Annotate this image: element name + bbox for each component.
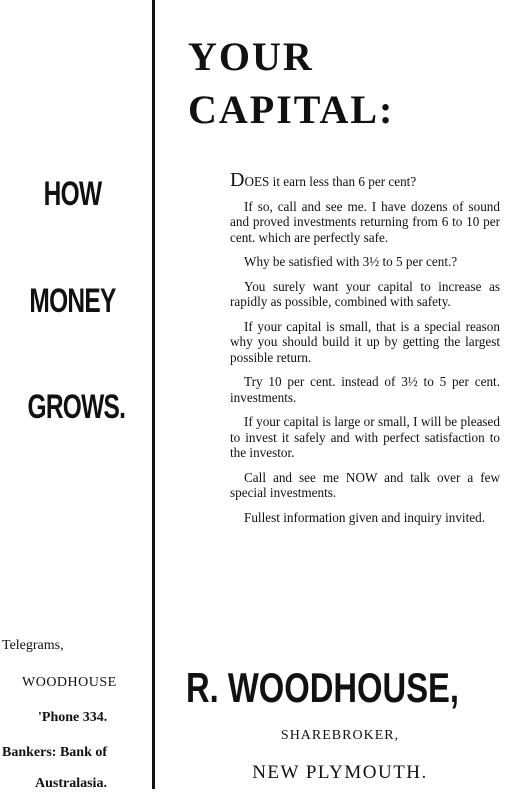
paragraph-4: You surely want your capital to increase as rapidly as possible, combined with safety. bbox=[230, 278, 500, 309]
paragraph-8: Call and see me NOW and talk over a few special investments. bbox=[230, 469, 500, 500]
left-headline-grows: GROWS. bbox=[27, 388, 126, 426]
phone-number: 'Phone 334. bbox=[38, 710, 108, 725]
paragraph-9: Fullest information given and inquiry invited. bbox=[244, 509, 486, 525]
drop-cap: D bbox=[230, 169, 245, 191]
headline-capital: CAPITAL: bbox=[188, 87, 395, 132]
advertiser-title: SHAREBROKER, bbox=[280, 728, 400, 743]
advert-body bbox=[230, 169, 500, 534]
paragraph-6: Try 10 per cent. instead of 3½ to 5 per cent. investments. bbox=[230, 374, 500, 405]
paragraph-5: If your capital is small, that is a special reason why you should build it up by getting the largest possible return. bbox=[230, 318, 500, 365]
column-divider bbox=[152, 0, 155, 789]
headline-your: YOUR bbox=[188, 34, 314, 79]
paragraph-1 bbox=[230, 169, 500, 191]
paragraph-2: If so, call and see me. I have dozens of sound and proved investments returning from 6 to 10 per cent. which are perfectly safe. bbox=[230, 198, 500, 245]
telegrams-address: WOODHOUSE bbox=[22, 675, 117, 690]
paragraph-3: Why be satisfied with 3½ to 5 per cent.? bbox=[244, 254, 458, 269]
paragraph-7: If your capital is large or small, I will be pleased to invest it safely and with perfect satisfaction to the investor. bbox=[230, 414, 500, 460]
telegrams-label: Telegrams, bbox=[2, 638, 64, 653]
advertiser-location: NEW PLYMOUTH. bbox=[252, 762, 428, 783]
advertiser-name: R. WOODHOUSE, bbox=[186, 664, 460, 711]
paragraph-1-text: OES it earn less than 6 per cent? bbox=[244, 174, 417, 189]
left-headline-how: HOW bbox=[43, 175, 102, 213]
bankers-line: Bankers: Bank of bbox=[2, 745, 108, 760]
left-headline-money: MONEY bbox=[29, 282, 116, 320]
bankers-name: Australasia. bbox=[35, 776, 107, 791]
